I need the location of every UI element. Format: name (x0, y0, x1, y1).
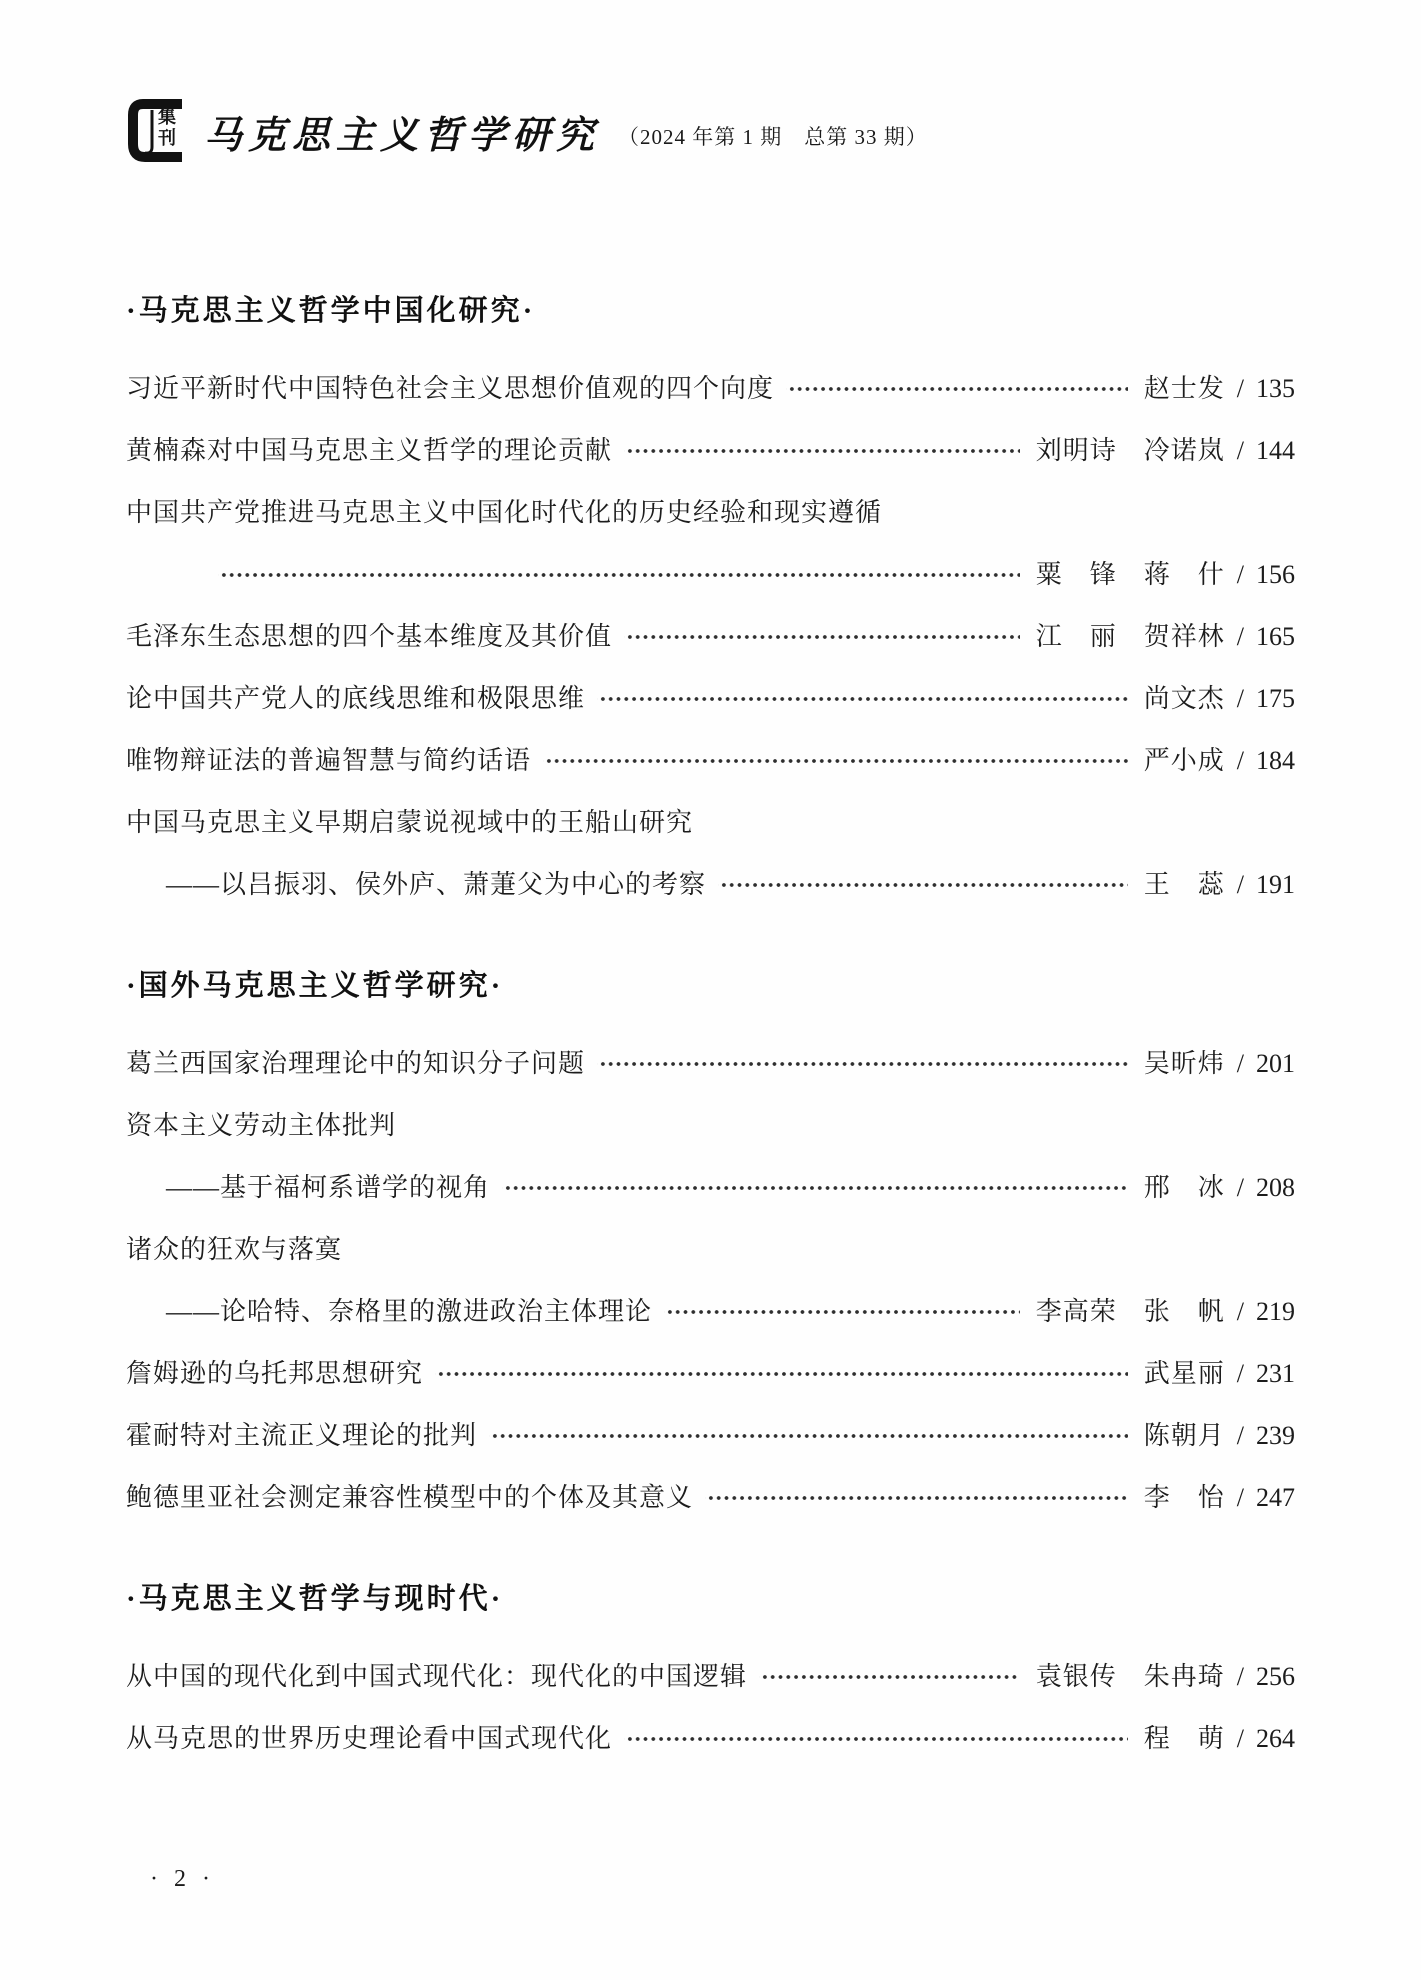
toc (126, 288, 1295, 1759)
entry-authors: 赵士发 (1143, 374, 1225, 403)
entry-authors: 武星丽 (1143, 1359, 1225, 1388)
toc-section (126, 1576, 1295, 1759)
author-page-separator: / (1236, 1724, 1244, 1753)
dot-leader (624, 1719, 1128, 1759)
dot-leader (543, 741, 1128, 781)
dot-leader (624, 617, 1020, 657)
author-page-separator: / (1236, 1359, 1244, 1388)
entry-page-number: 144 (1256, 436, 1295, 465)
journal-title: 马克思主义哲学研究 (204, 114, 601, 157)
toc-section (126, 288, 1295, 905)
author-page-separator: / (1236, 1662, 1244, 1691)
entry-authors: 袁银传 朱冉琦 (1035, 1662, 1225, 1691)
author-page-separator: / (1236, 1297, 1244, 1326)
dot-leader (435, 1354, 1128, 1394)
entry-page-number: 239 (1256, 1421, 1295, 1450)
journal-header (126, 96, 1295, 166)
toc-entry-line (126, 1292, 1295, 1332)
dot-leader (597, 1044, 1128, 1084)
toc-entry-line (126, 1719, 1295, 1759)
toc-entry-line (126, 1044, 1295, 1084)
entry-page-number: 191 (1256, 870, 1295, 899)
entry-authors: 尚文杰 (1143, 684, 1225, 713)
entry-authors: 邢 冰 (1143, 1173, 1225, 1202)
issue-info: （2024 年第 1 期 总第 33 期） (618, 125, 928, 149)
footer-page-number: · 2 · (150, 1866, 215, 1892)
entry-title: 资本主义劳动主体批判 (126, 1111, 397, 1140)
dot-leader (705, 1478, 1128, 1518)
entry-title: 从中国的现代化到中国式现代化：现代化的中国逻辑 (126, 1662, 748, 1691)
toc-entry-line (126, 803, 1295, 843)
toc-entry-line (126, 1354, 1295, 1394)
dot-leader (786, 369, 1128, 409)
entry-title: 中国马克思主义早期启蒙说视域中的王船山研究 (126, 808, 694, 837)
toc-entry-line (126, 555, 1295, 595)
author-page-separator: / (1236, 622, 1244, 651)
section-heading: ·马克思主义哲学中国化研究· (126, 295, 536, 327)
entry-title: 诸众的狂欢与落寞 (126, 1235, 343, 1264)
entry-page-number: 256 (1256, 1662, 1295, 1691)
entry-title: 霍耐特对主流正义理论的批判 (126, 1421, 478, 1450)
entry-page-number: 184 (1256, 746, 1295, 775)
entry-title: 从马克思的世界历史理论看中国式现代化 (126, 1724, 613, 1753)
author-page-separator: / (1236, 436, 1244, 465)
entry-authors: 李高荣 张 帆 (1035, 1297, 1225, 1326)
entry-page-number: 201 (1256, 1049, 1295, 1078)
toc-entry-line (126, 369, 1295, 409)
dot-leader (718, 865, 1128, 905)
author-page-separator: / (1236, 374, 1244, 403)
entry-authors: 程 萌 (1143, 1724, 1225, 1753)
entry-title: 中国共产党推进马克思主义中国化时代化的历史经验和现实遵循 (126, 498, 883, 527)
toc-entry-line (126, 1106, 1295, 1146)
entry-page-number: 231 (1256, 1359, 1295, 1388)
author-page-separator: / (1236, 746, 1244, 775)
dot-leader (759, 1657, 1020, 1697)
entry-authors: 陈朝月 (1143, 1421, 1225, 1450)
jikan-logo (126, 97, 186, 165)
toc-entry-line (126, 1168, 1295, 1208)
author-page-separator: / (1236, 870, 1244, 899)
jikan-logo-label: 集刊 (156, 107, 176, 149)
entry-page-number: 175 (1256, 684, 1295, 713)
dot-leader (664, 1292, 1020, 1332)
entry-authors: 江 丽 贺祥林 (1035, 622, 1225, 651)
entry-title: 詹姆逊的乌托邦思想研究 (126, 1359, 424, 1388)
entry-title: 葛兰西国家治理理论中的知识分子问题 (126, 1049, 586, 1078)
dot-leader (489, 1416, 1128, 1456)
section-heading: ·马克思主义哲学与现时代· (126, 1583, 504, 1615)
toc-section (126, 963, 1295, 1518)
toc-entry-line (126, 617, 1295, 657)
dot-leader (597, 679, 1128, 719)
entry-page-number: 264 (1256, 1724, 1295, 1753)
entry-page-number: 247 (1256, 1483, 1295, 1512)
toc-entry-line (126, 1416, 1295, 1456)
toc-entry-line (126, 1478, 1295, 1518)
page-footer (150, 1866, 215, 1893)
entry-title: 黄楠森对中国马克思主义哲学的理论贡献 (126, 436, 613, 465)
author-page-separator: / (1236, 1483, 1244, 1512)
author-page-separator: / (1236, 1421, 1244, 1450)
entry-authors: 王 蕊 (1143, 870, 1225, 899)
entry-title: 习近平新时代中国特色社会主义思想价值观的四个向度 (126, 374, 775, 403)
dot-leader (218, 555, 1020, 595)
entry-authors: 吴昕炜 (1143, 1049, 1225, 1078)
toc-entry-line (126, 865, 1295, 905)
entry-title: 论中国共产党人的底线思维和极限思维 (126, 684, 586, 713)
entry-page-number: 135 (1256, 374, 1295, 403)
entry-page-number: 165 (1256, 622, 1295, 651)
entry-title: ——以吕振羽、侯外庐、萧萐父为中心的考察 (166, 870, 707, 899)
toc-entry-line (126, 1657, 1295, 1697)
dot-leader (624, 431, 1020, 471)
entry-title: ——论哈特、奈格里的激进政治主体理论 (166, 1297, 653, 1326)
entry-page-number: 208 (1256, 1173, 1295, 1202)
entry-authors: 李 怡 (1143, 1483, 1225, 1512)
toc-entry-line (126, 679, 1295, 719)
entry-title: 毛泽东生态思想的四个基本维度及其价值 (126, 622, 613, 651)
author-page-separator: / (1236, 1049, 1244, 1078)
toc-entry-line (126, 741, 1295, 781)
entry-title: 唯物辩证法的普遍智慧与简约话语 (126, 746, 532, 775)
toc-entry-line (126, 493, 1295, 533)
toc-entry-line (126, 1230, 1295, 1270)
entry-title: 鲍德里亚社会测定兼容性模型中的个体及其意义 (126, 1483, 694, 1512)
section-heading: ·国外马克思主义哲学研究· (126, 970, 504, 1002)
author-page-separator: / (1236, 1173, 1244, 1202)
dot-leader (502, 1168, 1128, 1208)
entry-authors: 刘明诗 冷诺岚 (1035, 436, 1225, 465)
entry-page-number: 156 (1256, 560, 1295, 589)
entry-page-number: 219 (1256, 1297, 1295, 1326)
author-page-separator: / (1236, 560, 1244, 589)
entry-authors: 严小成 (1143, 746, 1225, 775)
author-page-separator: / (1236, 684, 1244, 713)
entry-title: ——基于福柯系谱学的视角 (166, 1173, 491, 1202)
entry-authors: 粟 锋 蒋 什 (1035, 560, 1225, 589)
toc-entry-line (126, 431, 1295, 471)
